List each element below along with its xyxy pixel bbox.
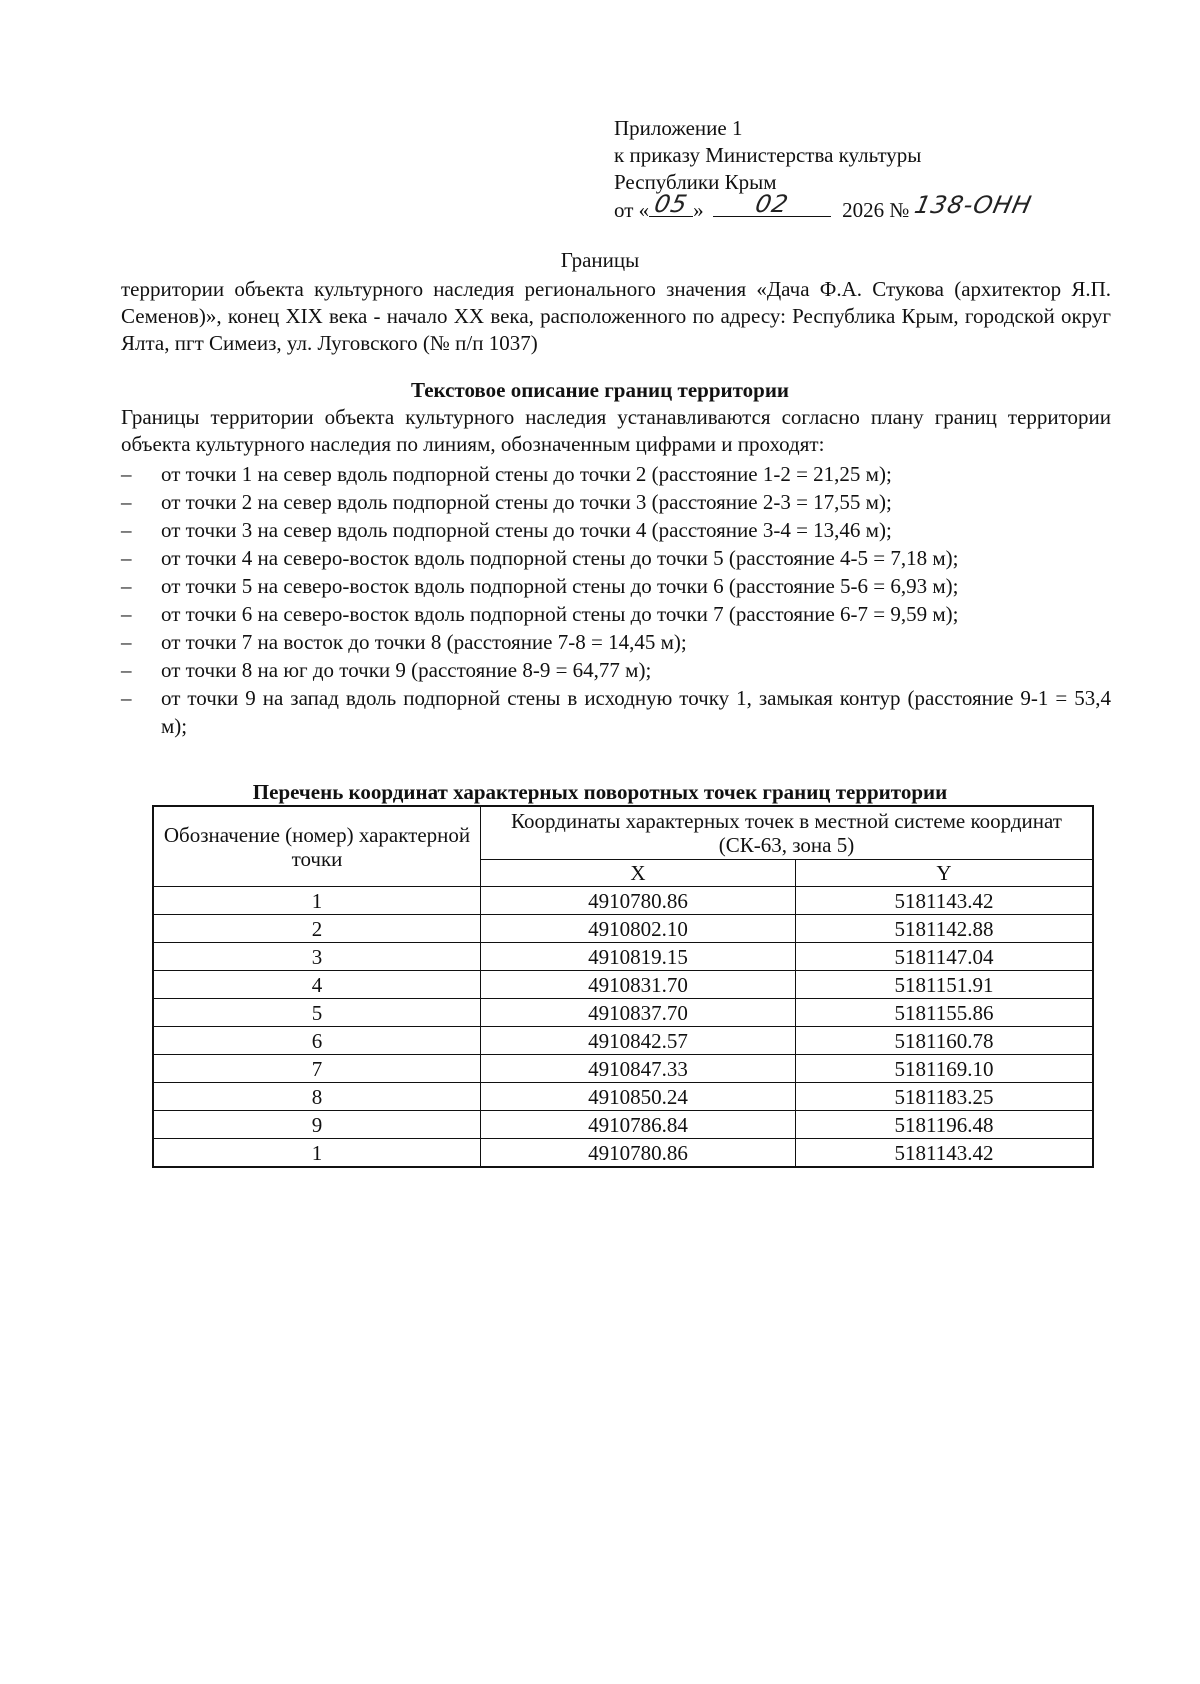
- dash-marker: –: [121, 686, 132, 710]
- cell-point: 1: [153, 887, 481, 915]
- document-heading: Границы: [560, 248, 640, 272]
- dash-marker: –: [121, 490, 132, 514]
- cell-x: 4910802.10: [481, 915, 796, 943]
- dash-marker: –: [121, 574, 132, 598]
- table-row: [153, 1027, 1093, 1055]
- list-item: [121, 684, 1111, 740]
- appendix-number: Приложение 1: [614, 116, 743, 140]
- dash-marker: –: [121, 630, 132, 654]
- object-description: территории объекта культурного наследия регионального значения «Дача Ф.А. Стукова (архитектор Я.П. Семенов)», конец XIX века - начало XX века, расположенного по адресу: Республика Крым, городской округ Ялта, пгт Симеиз, ул. Луговского (№ п/п 1037): [121, 277, 1111, 355]
- day-blank: [649, 190, 693, 218]
- date-prefix: от «: [614, 198, 650, 222]
- header-point-designation: Обозначение (номер) характерной точки: [153, 806, 481, 887]
- cell-y: 5181142.88: [796, 915, 1094, 943]
- cell-point: 3: [153, 943, 481, 971]
- cell-x: 4910819.15: [481, 943, 796, 971]
- dash-marker: –: [121, 462, 132, 486]
- table-row: [153, 1083, 1093, 1111]
- handwritten-day: 05: [652, 190, 691, 218]
- segment-text: от точки 3 на север вдоль подпорной стены до точки 4 (расстояние 3-4 = 13,46 м);: [161, 518, 892, 542]
- cell-y: 5181155.86: [796, 999, 1094, 1027]
- cell-point: 5: [153, 999, 481, 1027]
- cell-point: 7: [153, 1055, 481, 1083]
- header-x: X: [481, 860, 796, 887]
- boundary-segments-list: [121, 460, 1111, 740]
- appendix-order-ref: к приказу Министерства культуры: [614, 143, 922, 167]
- table-row: [153, 915, 1093, 943]
- cell-point: 8: [153, 1083, 481, 1111]
- number-blank: [911, 191, 1035, 219]
- cell-x: 4910780.86: [481, 887, 796, 915]
- table-row: [153, 1139, 1093, 1168]
- segment-text: от точки 4 на северо-восток вдоль подпорной стены до точки 5 (расстояние 4-5 = 7,18 м);: [161, 546, 959, 570]
- cell-point: 4: [153, 971, 481, 999]
- segment-text: от точки 1 на север вдоль подпорной стены до точки 2 (расстояние 1-2 = 21,25 м);: [161, 462, 892, 486]
- dash-marker: –: [121, 658, 132, 682]
- header-coordinates-system: Координаты характерных точек в местной системе координат (СК-63, зона 5): [481, 806, 1094, 860]
- list-item: [121, 656, 1111, 684]
- segment-text: от точки 9 на запад вдоль подпорной стены в исходную точку 1, замыкая контур (расстояние 9-1 = 53,4 м);: [161, 686, 1111, 738]
- list-item: [121, 628, 1111, 656]
- table-row: [153, 943, 1093, 971]
- cell-y: 5181143.42: [796, 1139, 1094, 1168]
- dash-marker: –: [121, 546, 132, 570]
- dash-marker: –: [121, 518, 132, 542]
- handwritten-order-number: 138-ОНН: [911, 191, 1035, 219]
- coordinates-table: [152, 805, 1094, 1168]
- cell-point: 9: [153, 1111, 481, 1139]
- coordinates-table-title: Перечень координат характерных поворотных точек границ территории: [252, 780, 948, 804]
- cell-x: 4910837.70: [481, 999, 796, 1027]
- text-description-heading: Текстовое описание границ территории: [410, 378, 790, 402]
- segment-text: от точки 2 на север вдоль подпорной стены до точки 3 (расстояние 2-3 = 17,55 м);: [161, 490, 892, 514]
- cell-y: 5181151.91: [796, 971, 1094, 999]
- table-row: [153, 971, 1093, 999]
- appendix-republic: Республики Крым: [614, 170, 777, 194]
- year-and-number-label: 2026 №: [842, 198, 910, 222]
- cell-x: 4910780.86: [481, 1139, 796, 1168]
- appendix-block: [614, 115, 1035, 224]
- order-date-line: [614, 190, 1035, 224]
- list-item: [121, 488, 1111, 516]
- list-item: [121, 572, 1111, 600]
- cell-y: 5181183.25: [796, 1083, 1094, 1111]
- cell-point: 6: [153, 1027, 481, 1055]
- list-item: [121, 600, 1111, 628]
- text-description-intro: Границы территории объекта культурного наследия устанавливаются согласно плану границ территории объекта культурного наследия по линиям, обозначенным цифрами и проходят:: [121, 405, 1111, 456]
- cell-y: 5181196.48: [796, 1111, 1094, 1139]
- table-row: [153, 1055, 1093, 1083]
- list-item: [121, 516, 1111, 544]
- date-mid: »: [693, 198, 704, 222]
- cell-x: 4910850.24: [481, 1083, 796, 1111]
- cell-x: 4910847.33: [481, 1055, 796, 1083]
- segment-text: от точки 6 на северо-восток вдоль подпорной стены до точки 7 (расстояние 6-7 = 9,59 м);: [161, 602, 959, 626]
- cell-x: 4910831.70: [481, 971, 796, 999]
- segment-text: от точки 8 на юг до точки 9 (расстояние 8-9 = 64,77 м);: [161, 658, 652, 682]
- header-y: Y: [796, 860, 1094, 887]
- segment-text: от точки 5 на северо-восток вдоль подпорной стены до точки 6 (расстояние 5-6 = 6,93 м);: [161, 574, 959, 598]
- cell-y: 5181169.10: [796, 1055, 1094, 1083]
- handwritten-month: 02: [752, 190, 792, 218]
- cell-x: 4910786.84: [481, 1111, 796, 1139]
- month-blank: [713, 190, 831, 218]
- list-item: [121, 544, 1111, 572]
- table-row: [153, 887, 1093, 915]
- cell-x: 4910842.57: [481, 1027, 796, 1055]
- cell-y: 5181143.42: [796, 887, 1094, 915]
- cell-y: 5181160.78: [796, 1027, 1094, 1055]
- table-row: [153, 1111, 1093, 1139]
- list-item: [121, 460, 1111, 488]
- cell-point: 1: [153, 1139, 481, 1168]
- dash-marker: –: [121, 602, 132, 626]
- table-row: [153, 999, 1093, 1027]
- segment-text: от точки 7 на восток до точки 8 (расстояние 7-8 = 14,45 м);: [161, 630, 687, 654]
- cell-y: 5181147.04: [796, 943, 1094, 971]
- cell-point: 2: [153, 915, 481, 943]
